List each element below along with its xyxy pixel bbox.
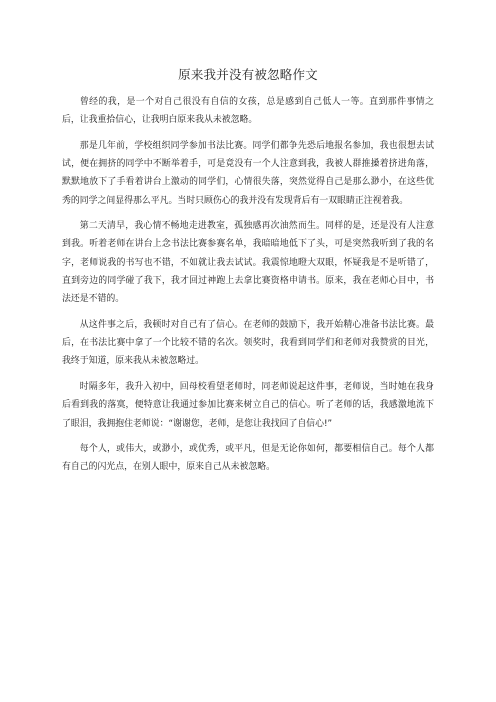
paragraph-4: 从这件事之后，我顿时对自己有了信心。在老师的鼓励下，我开始精心准备书法比赛。最后，在书法比赛中拿了一个比较不错的名次。领奖时，我看到同学们和老师对我赞赏的目光，我终于知道，原来我从未被忽略过。 <box>62 319 434 367</box>
paragraph-2: 那是几年前，学校组织同学参加书法比赛。同学们都争先恐后地报名参加，我也很想去试试，便在拥挤的同学中不断举着手，可是竟没有一个人注意到我，我被人群推搡着挤进角落，默默地放下了手看着讲台上激动的同学们，心情很失落，突然觉得自己是那么渺小，在这些优秀的同学之间显得那么平凡。当时只顾伤心的我并没有发现背后有一双眼睛正注视着我。 <box>62 140 434 206</box>
paragraph-3: 第二天清早，我心情不畅地走进教室，孤独感再次油然而生。同样的是，还是没有人注意到我。听着老师在讲台上念书法比赛参赛名单，我暗暗地低下了头，可是突然我听到了我的名字，老师说我的书写也不错，不如就让我去试试。我震惊地瞪大双眼，怀疑我是不是听错了，直到旁边的同学碰了我下，我才回过神跑上去拿比赛资格申请书。原来，我在老师心目中，书法还是不错的。 <box>62 221 434 305</box>
document-title: 原来我并没有被忽略作文 <box>178 67 318 82</box>
paragraph-5: 时隔多年，我升入初中，回母校看望老师时，同老师说起这件事，老师说，当时她在我身后看到我的落寞，便特意让我通过参加比赛来树立自己的信心。听了老师的话，我感激地流下了眼泪，我拥抱住老师说：“谢谢您，老师，是您让我找回了自信心!” <box>62 381 434 429</box>
paragraph-1: 曾经的我，是一个对自己很没有自信的女孩，总是感到自己低人一等。直到那件事情之后，让我重拾信心，让我明白原来我从未被忽略。 <box>62 97 434 126</box>
document-page <box>62 66 434 484</box>
paragraph-6: 每个人，或伟大，或渺小，或优秀，或平凡，但是无论你如何，都要相信自己。每个人都有自己的闪光点，在别人眼中，原来自己从未被忽略。 <box>62 443 434 473</box>
